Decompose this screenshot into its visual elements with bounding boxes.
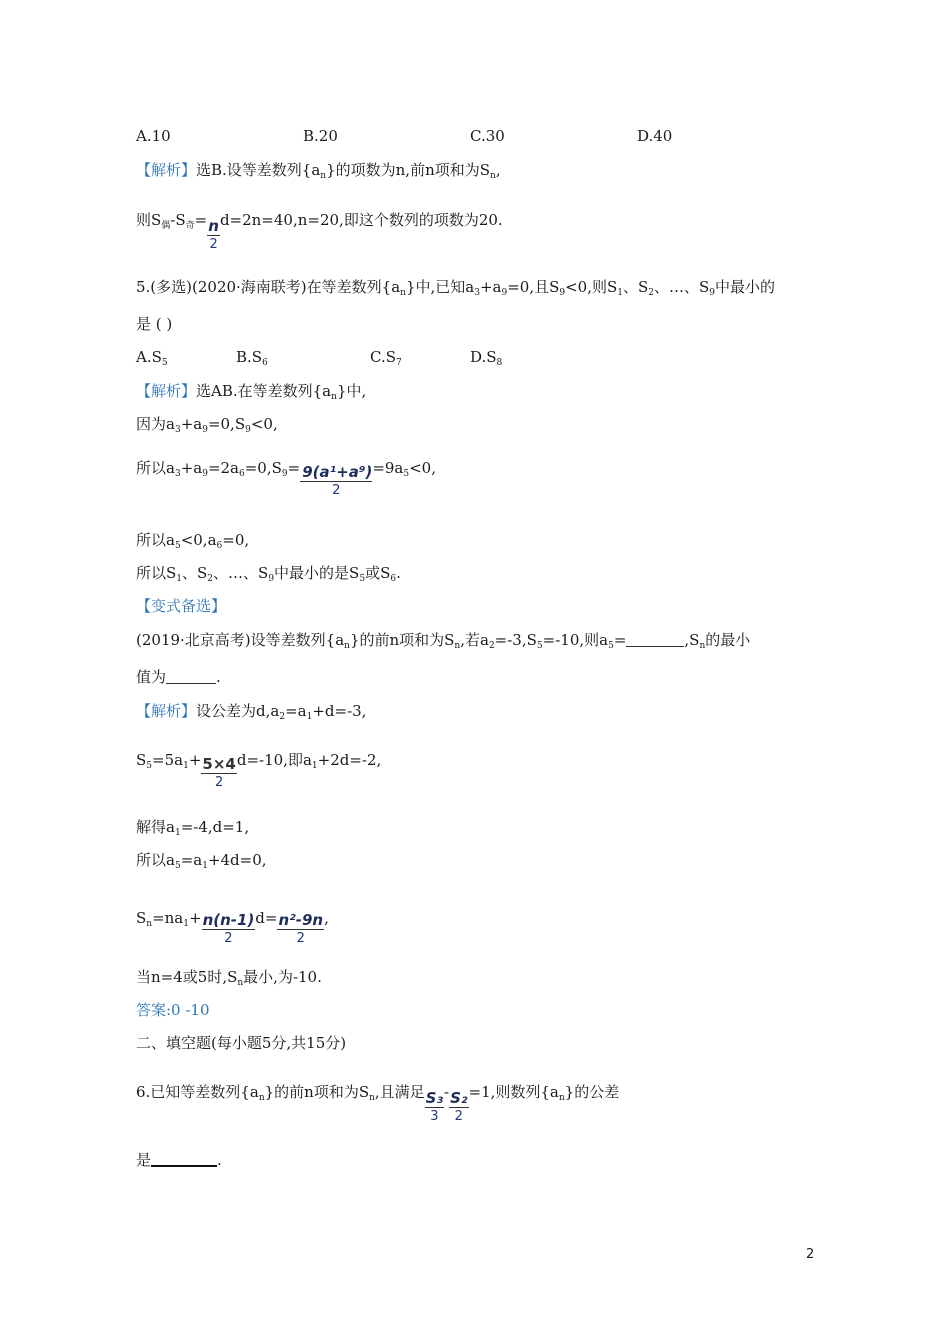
q5-option-b: $B.S_6$ xyxy=(236,348,268,368)
analysis-tag: 【解析】 xyxy=(136,382,197,400)
q5-stem-line2: 是 ( ) xyxy=(136,315,173,333)
variant-analysis-line2: $S_5=5a_1+$ $\frac{5\times 4}{2}$ d=-10,即$a_1+2d=-2$, xyxy=(136,751,382,790)
fraction: $\frac{\text{9(a¹+a⁹)}}{2}$ xyxy=(302,462,373,498)
section-heading: 二、填空题(每小题5分,共15分) xyxy=(136,1034,347,1052)
q5-analysis-line3: 所以$a_3+a_9=2a_6=0,S_9=$ $\frac{\text{9(a¹+a⁹)}}{2}$ $=9a_5<0$, xyxy=(136,459,436,498)
answer-blank xyxy=(626,632,684,647)
variant-analysis-line1: 【解析】设公差为$d,a_2=a_1+d=-3$, xyxy=(136,702,367,722)
fraction: $\frac{n(n-1)}{2}$ xyxy=(202,910,255,946)
q6-stem-line1: 6.已知等差数列$\{a_n\}$的前n项和为$S_n$,且满足 $\frac{\text{S₃}}{3}$ - $\frac{\text{S₂}}{2}$ =1,则数列$\{a_n\}$的公差 xyxy=(136,1083,620,1124)
fraction: $\frac{5\times 4}{2}$ xyxy=(202,754,236,790)
answer-blank xyxy=(151,1151,217,1167)
variant-analysis-line4: 所以$a_5=a_1+4d=0$, xyxy=(136,851,267,871)
fraction: $\frac{n}{2}$ xyxy=(208,216,219,252)
option-a: A.10 xyxy=(136,127,171,145)
q5-analysis-line5: 所以$S_1$、$S_2$、…、$S_9$中最小的是$S_5$或$S_6$. xyxy=(136,564,401,584)
variant-analysis-line5: $S_n=na_1+$ $\frac{n(n-1)}{2}$ d= $\frac{\text{n²-9n}}{2}$ , xyxy=(136,909,329,946)
variant-title: 【变式备选】 xyxy=(136,597,227,615)
variant-analysis-line6: 当n=4或5时$,S_n$最小,为-10. xyxy=(136,968,322,988)
variant-answer: 答案:0 -10 xyxy=(136,1001,210,1019)
option-b: B.20 xyxy=(303,127,338,145)
q5-option-d: $D.S_8$ xyxy=(470,348,503,368)
q5-stem-line1: 5.(多选)(2020·海南联考)在等差数列$\{a_n\}$中,已知$a_3+a_9=0$,且$S_9<0$,则$S_1$、$S_2$、…、$S_9$中最小的 xyxy=(136,278,776,298)
q6-stem-line2: 是 . xyxy=(136,1151,222,1169)
q5-analysis-line4: 所以$a_5<0,a_6=0$, xyxy=(136,531,250,551)
variant-analysis-line3: 解得$a_1=-4,d=1$, xyxy=(136,818,250,838)
option-c: C.30 xyxy=(470,127,505,145)
fraction: $\frac{\text{S₃}}{3}$ xyxy=(425,1088,444,1124)
q4-analysis-line1: 【解析】选B.设等差数列$\{a_n\}$的项数为n,前n项和为$S_n$, xyxy=(136,161,501,181)
option-d: D.40 xyxy=(637,127,673,145)
q4-analysis-line2: 则$S_偶-S_奇=$ $\frac{n}{2}$ d=2n=40,n=20,即这个数列的项数为20. xyxy=(136,211,503,252)
q5-option-a: $A.S_5$ xyxy=(136,348,168,368)
answer-blank xyxy=(166,669,216,684)
analysis-tag: 【解析】 xyxy=(136,702,197,720)
variant-stem-line2: 值为 . xyxy=(136,668,221,686)
q5-option-c: $C.S_7$ xyxy=(370,348,402,368)
q5-analysis-line1: 【解析】选AB.在等差数列$\{a_n\}$中, xyxy=(136,382,367,402)
page-number: 2 xyxy=(806,1247,815,1262)
fraction: $\frac{\text{S₂}}{2}$ xyxy=(450,1088,468,1124)
variant-stem-line1: (2019·北京高考)设等差数列$\{a_n\}$的前n项和为$S_n$,若$a_2=-3,S_5=-10$,则$a_5= ,S_n$的最小 xyxy=(136,631,751,651)
q5-analysis-line2: 因为$a_3+a_9=0,S_9<0$, xyxy=(136,415,278,435)
fraction: $\frac{\text{n²-9n}}{2}$ xyxy=(278,910,324,946)
analysis-tag: 【解析】 xyxy=(136,161,197,179)
